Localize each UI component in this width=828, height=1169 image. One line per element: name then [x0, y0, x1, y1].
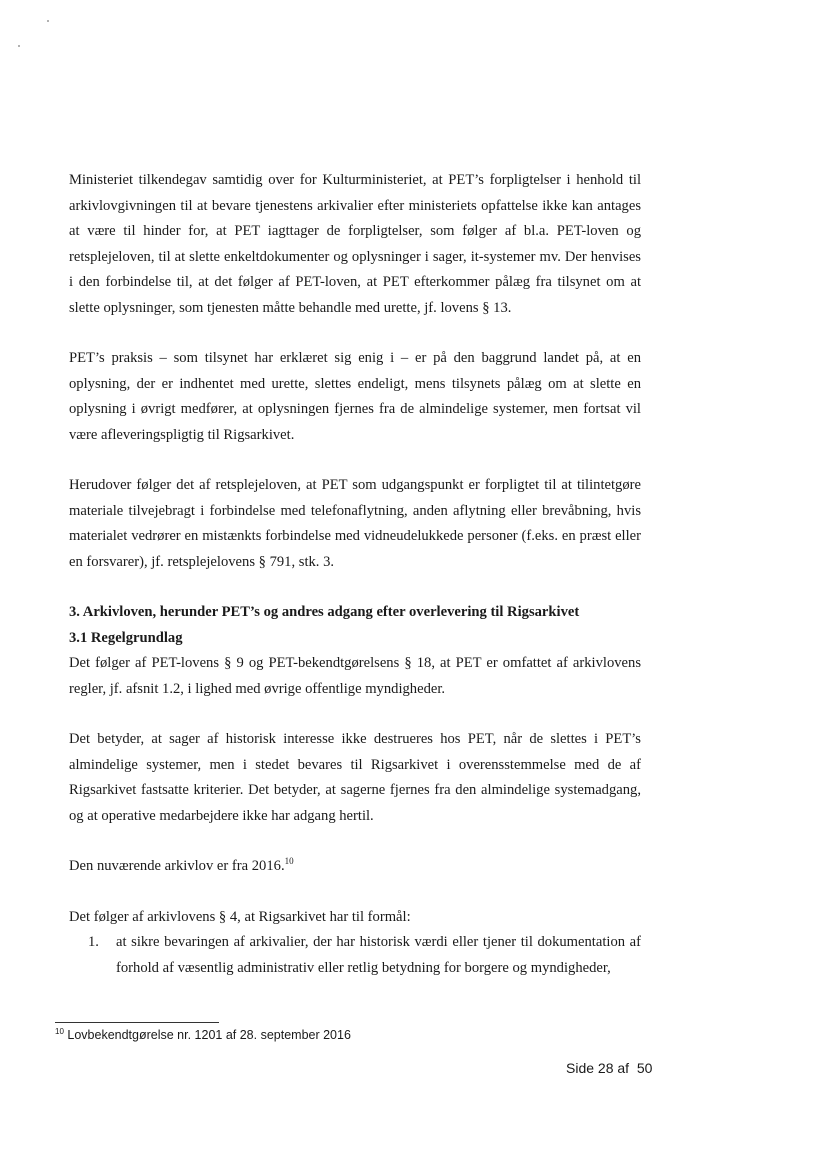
scan-speck — [47, 20, 49, 22]
paragraph-pet-law: Det følger af PET-lovens § 9 og PET-bekendtgørelsens § 18, at PET er omfattet af arkivlovens regler, jf. afsnit 1.2, i lighed med øvrige offentlige myndigheder. — [69, 655, 641, 697]
document-body — [69, 168, 641, 981]
subsection-heading: 3.1 Regelgrundlag — [69, 629, 183, 646]
paragraph-current-law — [69, 854, 641, 880]
list-item-text: at sikre bevaringen af arkivalier, der har historisk værdi eller tjener til dokumentation af forhold af væsentlig administrativ eller retlig betydning for borgere og myndigheder, — [116, 934, 641, 976]
scan-speck — [18, 45, 20, 47]
paragraph-ministry-statement: Ministeriet tilkendegav samtidig over for Kulturministeriet, at PET’s forpligtelser i henhold til arkivlovgivningen til at bevare tjenestens arkivalier efter ministeriets opfattelse ikke kan antages at være til hinder for, at PET iagttager de forpligtelser, som følger af bl.a. PET-loven og retsplejeloven, til at slette enkeltdokumenter og oplysninger i sager, it-systemer mv. Der henvises i den forbindelse til, at det følger af PET-loven, at PET efterkommer pålæg fra tilsynet om at slette oplysninger, som tjenesten måtte behandle med urette, jf. lovens § 13. — [69, 172, 641, 316]
footnote-reference: 10 — [284, 856, 294, 866]
purpose-intro: Det følger af arkivlovens § 4, at Rigsarkivet har til formål: — [69, 908, 411, 925]
footnote-number: 10 — [55, 1027, 64, 1036]
purpose-list — [69, 930, 641, 981]
paragraph-historic-cases: Det betyder, at sager af historisk interesse ikke destrueres hos PET, når de slettes i PET’s almindelige systemer, men i stedet bevares til Rigsarkivet i overensstemmelse med de af Rigsarkivet fastsatte kriterier. Det betyder, at sagerne fjernes fra den almindelige systemadgang, og at operative medarbejdere ikke har adgang hertil. — [69, 731, 641, 824]
footnote-divider — [55, 1022, 219, 1023]
list-item-number: 1. — [88, 934, 99, 950]
paragraph-retsplejeloven: Herudover følger det af retsplejeloven, at PET som udgangspunkt er forpligtet til at tilintetgøre materiale tilvejebragt i forbindelse med telefonaflytning, anden aflytning eller brevåbning, hvis materialet vedrører en mistænkts forbindelse med vidneudelukkede personer (f.eks. en præst eller en forsvarer), jf. retsplejelovens § 791, stk. 3. — [69, 477, 641, 570]
section-heading: 3. Arkivloven, herunder PET’s og andres adgang efter overlevering til Rigsarkivet — [69, 604, 580, 620]
footnote — [55, 1026, 351, 1044]
page-number: Side 28 af 50 — [566, 1060, 653, 1076]
footnote-text: Lovbekendtgørelse nr. 1201 af 28. september 2016 — [67, 1028, 351, 1042]
paragraph-pet-practice: PET’s praksis – som tilsynet har erklæret sig enig i – er på den baggrund landet på, at en oplysning, der er indhentet med urette, slettes endeligt, mens tilsynets pålæg om at slette en oplysning i øvrigt medfører, at oplysningen fjernes fra de almindelige systemer, men fortsat vil være afleveringspligtig til Rigsarkivet. — [69, 350, 641, 443]
current-law-text: Den nuværende arkivlov er fra 2016. — [69, 858, 285, 874]
list-item — [88, 930, 641, 981]
